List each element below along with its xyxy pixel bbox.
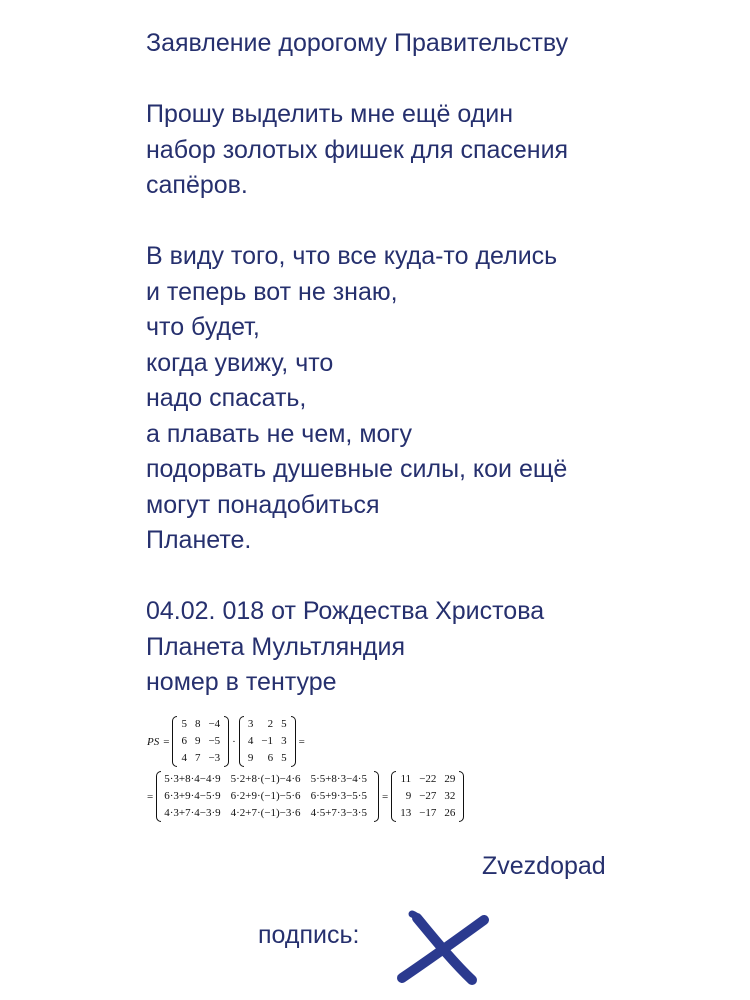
matrix-a-cell: −3 (208, 752, 221, 764)
expanded-cell: 6·2+9·(−1)−5·6 (230, 790, 301, 802)
matrix-b (239, 716, 296, 767)
expanded-cell: 6·3+9·4−5·9 (164, 790, 221, 802)
result-cell: −22 (419, 773, 437, 785)
author-name: Zvezdopad (482, 852, 606, 880)
matrix-b-cell: 3 (247, 718, 254, 730)
signature-stroke (402, 920, 484, 978)
matrix-a-cell: −4 (208, 718, 221, 730)
reason-line: подорвать душевные силы, кои ещё (146, 455, 568, 483)
result-cell: 9 (405, 790, 412, 802)
matrix-a (172, 716, 229, 767)
reason-line: могут понадобиться (146, 490, 380, 519)
matrix-b-cell: 5 (281, 752, 287, 764)
result-cell: −17 (419, 807, 437, 819)
matrix-b-cell: 2 (267, 718, 274, 730)
expanded-cell: 4·2+7·(−1)−3·6 (230, 807, 301, 819)
multiply-sign: · (232, 735, 236, 748)
expanded-cell: 4·3+7·4−3·9 (164, 807, 221, 819)
matrix-a-cell: 8 (194, 718, 201, 730)
matrix-b-cell: 9 (247, 752, 254, 764)
expanded-product-matrix (156, 771, 379, 822)
matrix-a-cell: 9 (194, 735, 201, 747)
equation-row-2 (145, 771, 465, 822)
matrix-a-cell: −5 (208, 735, 221, 747)
equals-sign: = (147, 790, 154, 803)
expanded-cell: 4·5+7·3−3·5 (310, 807, 367, 819)
result-cell: 32 (444, 790, 456, 802)
matrix-equation (145, 716, 465, 822)
reason-line: Планете. (146, 526, 252, 554)
matrix-b-cell: 6 (267, 752, 274, 764)
expanded-cell: 5·5+8·3−4·5 (310, 773, 367, 785)
matrix-b-cell: 3 (281, 735, 287, 747)
date-line: 04.02. 018 от Рождества Христова (146, 597, 545, 625)
equation-row-1 (145, 716, 465, 767)
signature-label: подпись: (258, 921, 360, 949)
result-cell: 11 (400, 773, 412, 785)
equals-sign: = (381, 790, 389, 803)
result-cell: 13 (400, 807, 412, 819)
result-matrix (391, 771, 464, 822)
letter-title: Заявление дорогому Правительству (146, 29, 569, 57)
expanded-cell: 5·3+8·4−4·9 (164, 773, 221, 785)
equals-sign: = (298, 735, 305, 748)
reason-line: а плавать не чем, могу (146, 419, 413, 448)
matrix-b-cell: −1 (261, 735, 274, 747)
request-line: набор золотых фишек для спасения (146, 135, 569, 164)
tenture-number-line: номер в тентуре (146, 668, 337, 696)
reason-line: что будет, (146, 313, 260, 341)
request-line: Прошу выделить мне ещё один (146, 100, 514, 128)
result-cell: 29 (444, 773, 456, 785)
matrix-a-cell: 6 (181, 735, 187, 747)
request-line: сапёров. (146, 171, 248, 199)
equation-lhs: PS (147, 735, 160, 748)
planet-line: Планета Мультляндия (146, 632, 405, 661)
matrix-a-cell: 7 (194, 752, 201, 764)
matrix-b-cell: 5 (281, 718, 287, 730)
letter-body (146, 26, 736, 701)
reason-line: когда увижу, что (146, 348, 334, 377)
equals-sign: = (163, 735, 170, 748)
expanded-cell: 6·5+9·3−5·5 (310, 790, 367, 802)
result-cell: 26 (444, 807, 456, 819)
signature-cross-mark (392, 906, 494, 988)
matrix-a-cell: 4 (181, 752, 187, 764)
expanded-cell: 5·2+8·(−1)−4·6 (230, 773, 301, 785)
matrix-b-cell: 4 (247, 735, 254, 747)
result-cell: −27 (419, 790, 437, 802)
reason-line: В виду того, что все куда-то делись (146, 242, 558, 270)
matrix-a-cell: 5 (181, 718, 187, 730)
reason-line: и теперь вот не знаю, (146, 277, 398, 306)
reason-line: надо спасать, (146, 384, 307, 412)
